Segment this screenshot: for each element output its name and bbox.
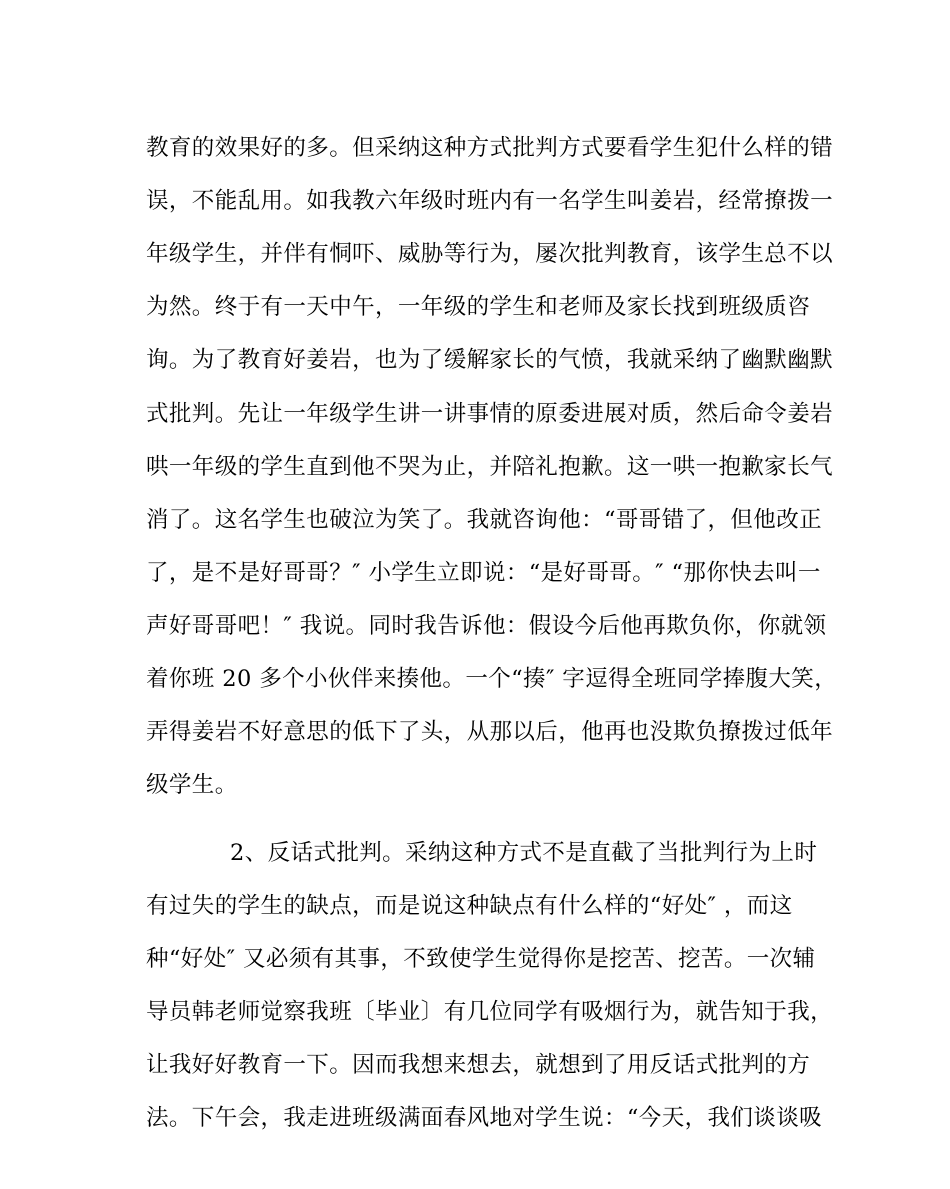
text-line: 教育的效果好的多。但采纳这种方式批判方式要看学生犯什么样的错 [146,135,834,161]
text-line: 弄得姜岩不好意思的低下了头，从那以后，他再也没欺负撩拨过低年 [146,719,834,745]
text-line: 级学生。 [146,772,238,798]
text-line: 法。下午会，我走进班级满面春风地对学生说：“今天，我们谈谈吸 [146,1105,823,1131]
text-line: 有过失的学生的缺点，而是说这种缺点有什么样的“好处″ ，而这 [146,893,793,919]
text-line: 哄一年级的学生直到他不哭为止，并陪礼抱歉。这一哄一抱歉家长气 [146,454,834,480]
text-line: 消了。这名学生也破泣为笑了。我就咨询他：“哥哥错了，但他改正 [146,507,823,533]
text-line: 导员韩老师觉察我班〔毕业〕有几位同学有吸烟行为，就告知于我， [146,999,834,1025]
text-line: 声好哥哥吧！″ 我说。同时我告诉他：假设今后他再欺负你，你就领 [146,613,827,639]
text-line: 年级学生，并伴有恫吓、威胁等行为，屡次批判教育，该学生总不以 [146,241,834,267]
text-line: 让我好好教育一下。因而我想来想去，就想到了用反话式批判的方 [146,1052,811,1078]
text-line: 种“好处″ 又必须有其事，不致使学生觉得你是挖苦、挖苦。一次辅 [146,946,816,972]
text-line: 询。为了教育好姜岩，也为了缓解家长的气愤，我就采纳了幽默幽默 [146,347,834,373]
text-line: 着你班 20 多个小伙伴来揍他。一个“揍″ 字逗得全班同学捧腹大笑， [146,666,838,692]
text-line: 误，不能乱用。如我教六年级时班内有一名学生叫姜岩，经常撩拨一 [146,188,834,214]
text-line: 了，是不是好哥哥？″ 小学生立即说：“是好哥哥。″ “那你快去叫一 [146,560,821,586]
text-line: 2、反话式批判。采纳这种方式不是直截了当批判行为上时 [230,840,818,866]
text-line: 式批判。先让一年级学生讲一讲事情的原委进展对质，然后命令姜岩 [146,401,834,427]
text-line: 为然。终于有一天中午，一年级的学生和老师及家长找到班级质咨 [146,294,811,320]
